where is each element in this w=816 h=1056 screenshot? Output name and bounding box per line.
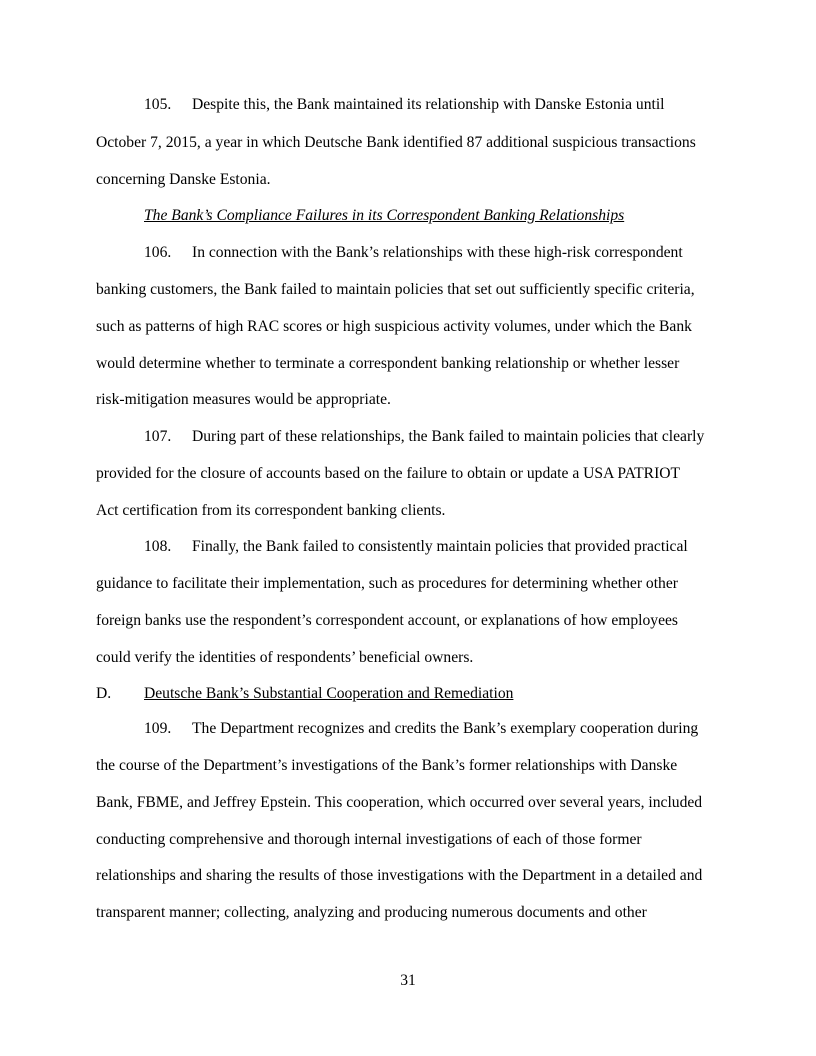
paragraph-105-line-1: 105. Despite this, the Bank maintained its relationship with Danske Estonia until [144, 96, 665, 113]
paragraph-106-line-2: banking customers, the Bank failed to maintain policies that set out sufficiently specific criteria, [96, 281, 695, 298]
paragraph-108-line-1: 108. Finally, the Bank failed to consistently maintain policies that provided practical [144, 538, 688, 555]
paragraph-109-line-5: relationships and sharing the results of those investigations with the Department in a detailed and [96, 867, 703, 884]
paragraph-107-line-3: Act certification from its correspondent banking clients. [96, 502, 446, 519]
page-number: 31 [400, 972, 416, 989]
subheading: The Bank’s Compliance Failures in its Correspondent Banking Relationships [144, 207, 625, 224]
paragraph-107-line-1: 107. During part of these relationships, the Bank failed to maintain policies that clearly [144, 428, 705, 445]
paragraph-number: 106. [144, 244, 172, 261]
paragraph-105-line-3: concerning Danske Estonia. [96, 171, 271, 188]
paragraph-number: 105. [144, 96, 172, 113]
section-heading [96, 685, 513, 703]
paragraph-number: 108. [144, 538, 172, 555]
paragraph-number: 109. [144, 720, 172, 737]
paragraph-106-line-5: risk-mitigation measures would be appropriate. [96, 391, 391, 408]
section-letter: D. [96, 685, 112, 702]
paragraph-108-line-3: foreign banks use the respondent’s correspondent account, or explanations of how employees [96, 612, 679, 629]
paragraph-109-line-2: the course of the Department’s investigations of the Bank’s former relationships with Danske [96, 757, 678, 774]
paragraph-106-line-4: would determine whether to terminate a correspondent banking relationship or whether lesser [96, 355, 680, 372]
paragraph-109-line-4: conducting comprehensive and thorough internal investigations of each of those former [96, 831, 642, 848]
paragraph-106-line-1: 106. In connection with the Bank’s relationships with these high-risk correspondent [144, 244, 683, 261]
paragraph-106-line-3: such as patterns of high RAC scores or high suspicious activity volumes, under which the Bank [96, 318, 692, 335]
paragraph-109-line-6: transparent manner; collecting, analyzing and producing numerous documents and other [96, 904, 647, 921]
paragraph-108-line-4: could verify the identities of respondents’ beneficial owners. [96, 649, 474, 666]
paragraph-109-line-3: Bank, FBME, and Jeffrey Epstein. This cooperation, which occurred over several years, included [96, 794, 703, 811]
paragraph-108-line-2: guidance to facilitate their implementation, such as procedures for determining whether other [96, 575, 678, 592]
paragraph-number: 107. [144, 428, 172, 445]
paragraph-105-line-2: October 7, 2015, a year in which Deutsche Bank identified 87 additional suspicious transactions [96, 134, 696, 151]
section-title: Deutsche Bank’s Substantial Cooperation and Remediation [144, 685, 514, 702]
paragraph-107-line-2: provided for the closure of accounts based on the failure to obtain or update a USA PATRIOT [96, 465, 681, 482]
paragraph-109-line-1: 109. The Department recognizes and credits the Bank’s exemplary cooperation during [144, 720, 699, 737]
